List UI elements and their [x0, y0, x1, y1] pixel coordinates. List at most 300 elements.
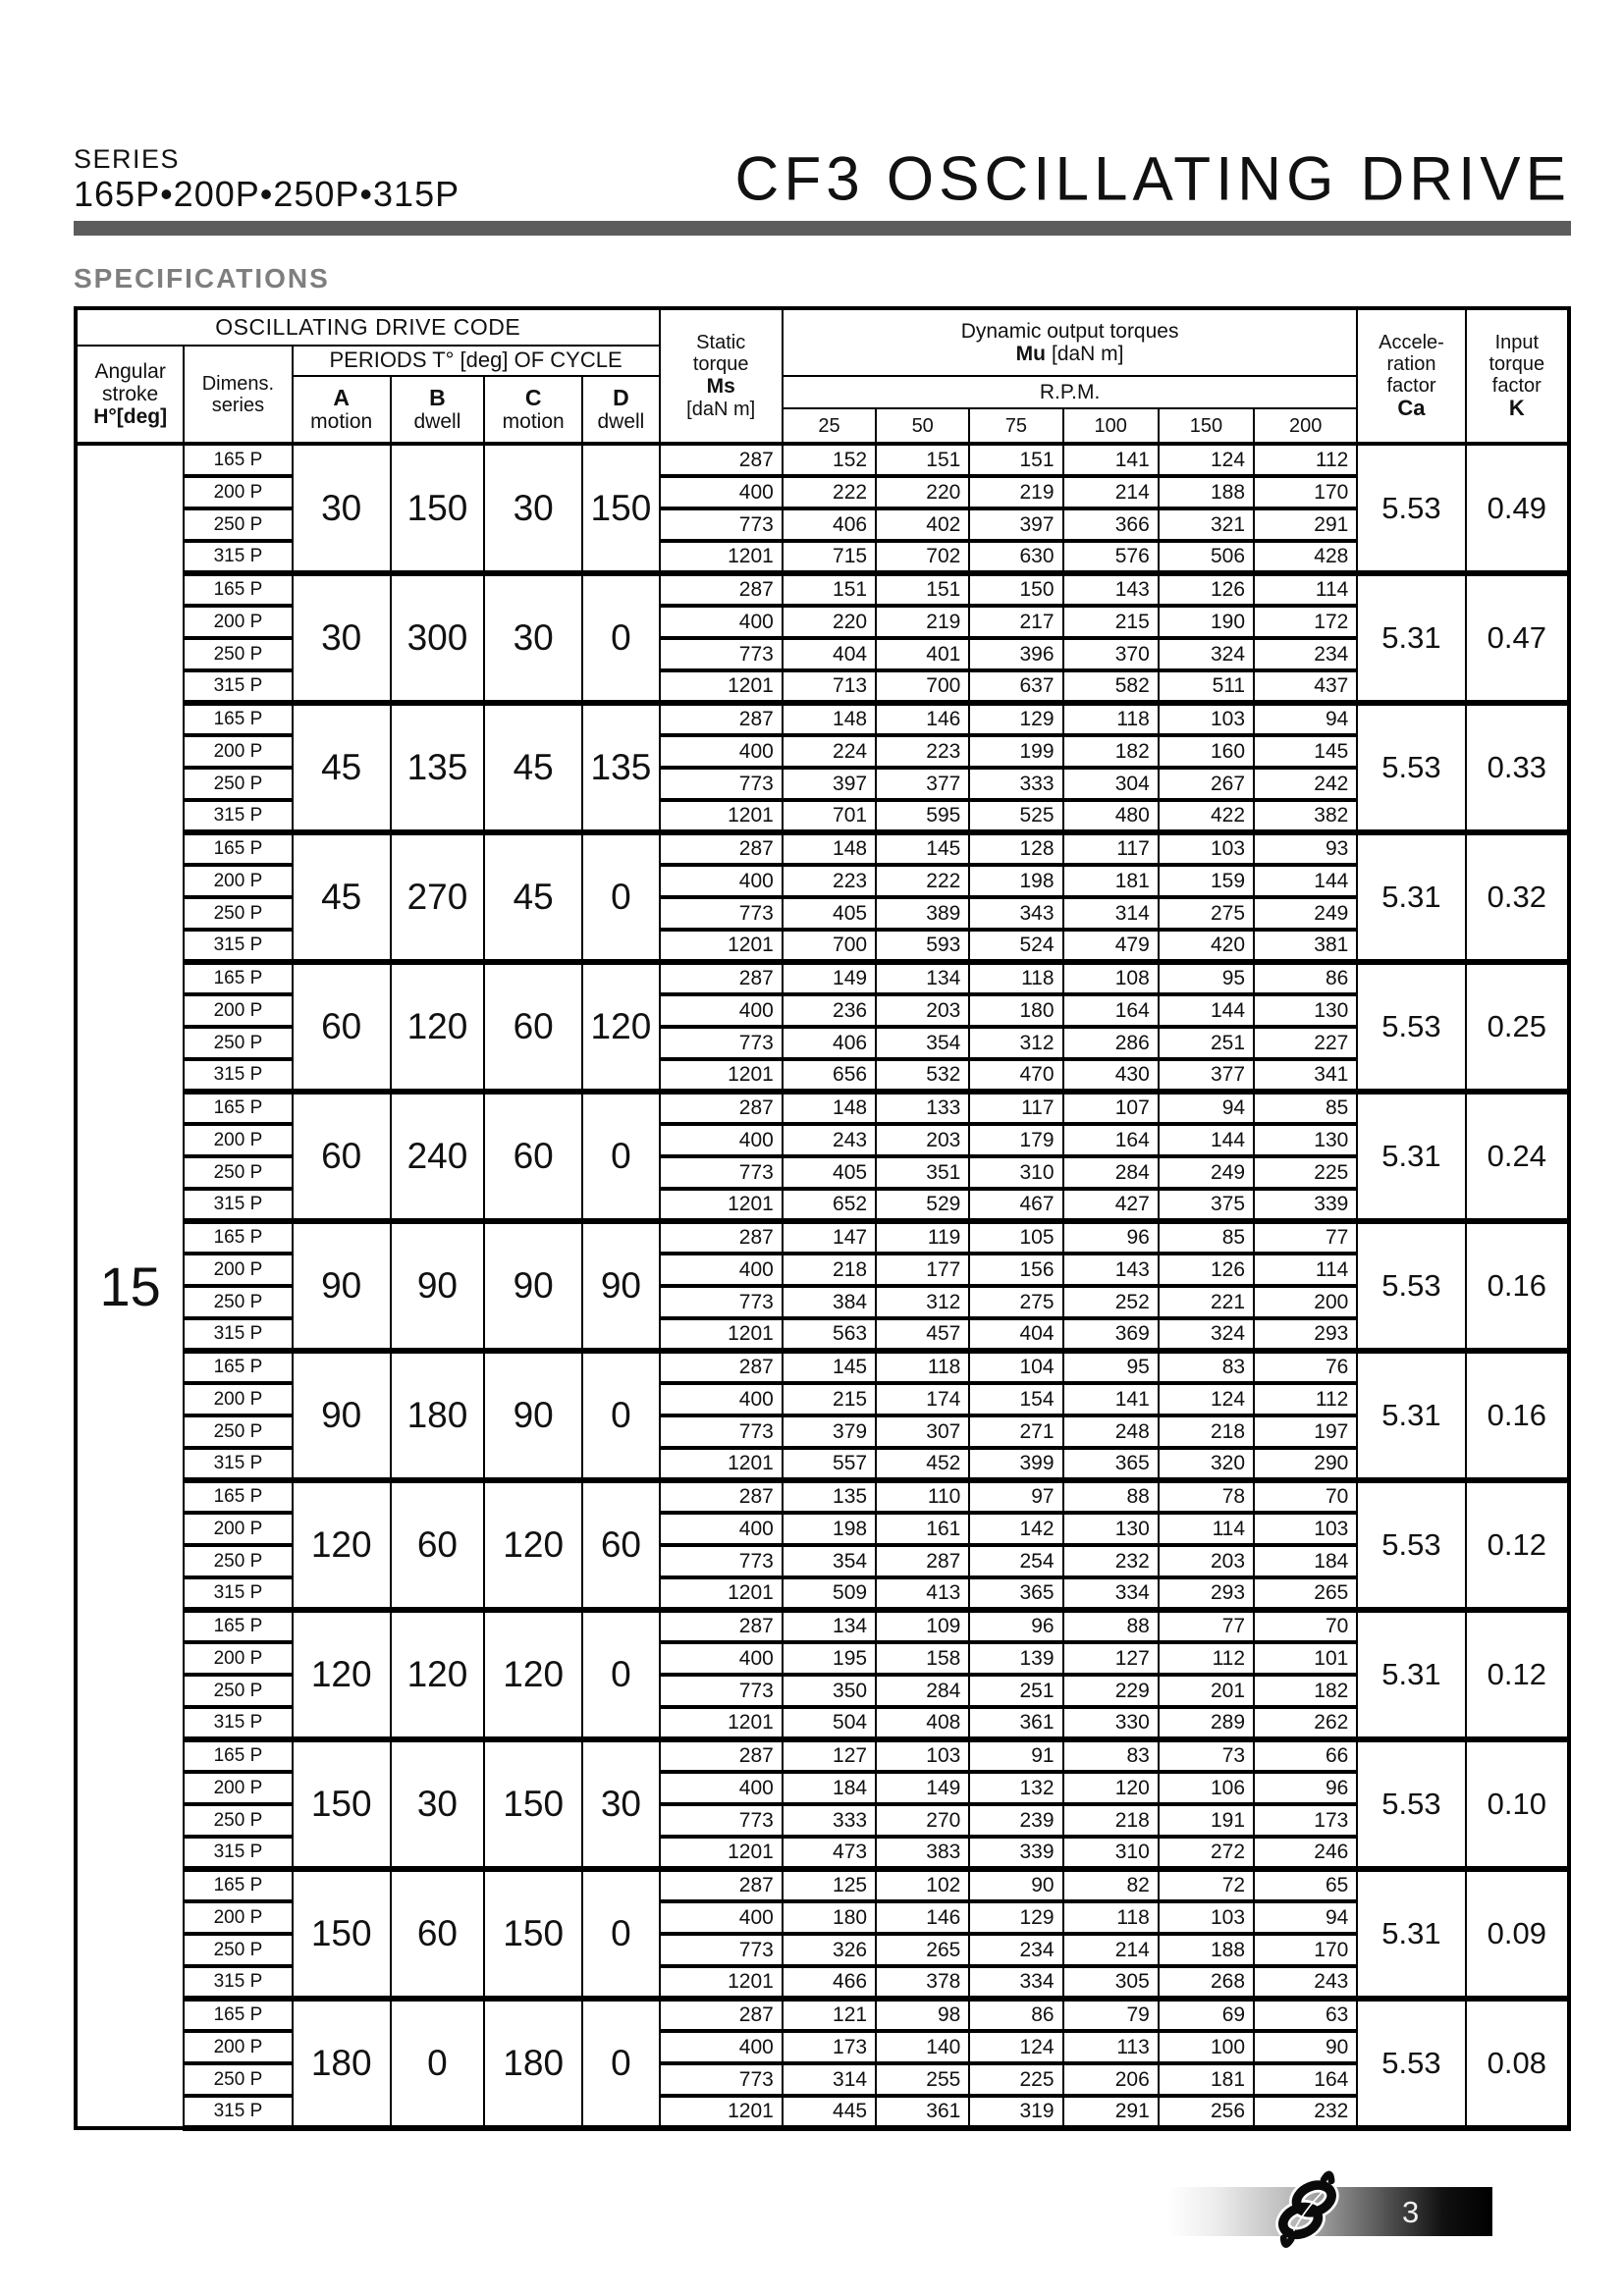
torque-value: 173: [1254, 1804, 1357, 1837]
static-torque-value: 287: [660, 1869, 783, 1901]
torque-value: 312: [969, 1027, 1062, 1059]
dynamic-torques-unit: [daN m]: [1051, 343, 1124, 365]
torque-value: 234: [969, 1934, 1062, 1966]
torque-value: 198: [969, 865, 1062, 897]
torque-value: 184: [1254, 1545, 1357, 1577]
static-torque-value: 773: [660, 1027, 783, 1059]
static-torque-value: 287: [660, 1351, 783, 1383]
torque-value: 225: [1254, 1156, 1357, 1189]
dimens-series-cell: 250 P: [184, 1027, 292, 1059]
torque-value: 109: [876, 1610, 969, 1642]
acceleration-factor-value: 5.53: [1357, 1480, 1465, 1610]
torque-value: 268: [1159, 1966, 1254, 1999]
period-a-value: 45: [293, 832, 391, 962]
torque-value: 164: [1254, 2063, 1357, 2096]
torque-value: 117: [1063, 832, 1159, 865]
input-torque-factor-value: 0.47: [1466, 573, 1569, 703]
torque-value: 113: [1063, 2031, 1159, 2063]
torque-value: 133: [876, 1092, 969, 1124]
period-b-value: 60: [391, 1480, 484, 1610]
torque-value: 220: [876, 476, 969, 508]
dimens-series-cell: 315 P: [184, 1318, 292, 1351]
period-a-value: 120: [293, 1610, 391, 1739]
torque-value: 97: [969, 1480, 1062, 1513]
torque-value: 158: [876, 1642, 969, 1675]
dimens-series-cell: 250 P: [184, 1415, 292, 1448]
input-torque-factor-value: 0.16: [1466, 1351, 1569, 1480]
torque-value: 405: [783, 897, 876, 930]
acceleration-factor-line: factor: [1386, 374, 1436, 397]
torque-value: 215: [1063, 606, 1159, 638]
torque-value: 249: [1159, 1156, 1254, 1189]
torque-value: 145: [876, 832, 969, 865]
torque-value: 223: [876, 735, 969, 768]
torque-value: 151: [876, 573, 969, 606]
torque-value: 291: [1254, 508, 1357, 541]
torque-value: 145: [1254, 735, 1357, 768]
periods-header: PERIODS T° [deg] OF CYCLE: [293, 346, 660, 376]
torque-value: 369: [1063, 1318, 1159, 1351]
torque-value: 524: [969, 930, 1062, 962]
torque-value: 130: [1254, 1124, 1357, 1156]
torque-value: 319: [969, 2096, 1062, 2128]
torque-value: 130: [1063, 1513, 1159, 1545]
dimens-series-cell: 315 P: [184, 1189, 292, 1221]
torque-value: 330: [1063, 1707, 1159, 1739]
static-torque-value: 773: [660, 1804, 783, 1837]
footer-bar: [1168, 2187, 1492, 2236]
torque-value: 232: [1063, 1545, 1159, 1577]
torque-value: 103: [1159, 832, 1254, 865]
input-torque-factor-value: 0.10: [1466, 1739, 1569, 1869]
rpm-col-header: 25: [783, 408, 876, 444]
torque-value: 413: [876, 1577, 969, 1610]
static-torque-value: 400: [660, 476, 783, 508]
torque-value: 143: [1063, 1254, 1159, 1286]
torque-value: 218: [783, 1254, 876, 1286]
dimens-series-cell: 315 P: [184, 1966, 292, 1999]
torque-value: 341: [1254, 1059, 1357, 1092]
torque-value: 112: [1159, 1642, 1254, 1675]
period-letter: A: [333, 384, 350, 410]
input-torque-factor-header: [1466, 308, 1569, 444]
static-torque-value: 1201: [660, 930, 783, 962]
torque-value: 151: [969, 444, 1062, 476]
rpm-col-header: 50: [876, 408, 969, 444]
static-torque-value: 773: [660, 2063, 783, 2096]
torque-value: 124: [969, 2031, 1062, 2063]
acceleration-factor-line: Accele-: [1379, 331, 1444, 353]
table-header: [76, 308, 1569, 444]
torque-value: 197: [1254, 1415, 1357, 1448]
torque-value: 82: [1063, 1869, 1159, 1901]
input-torque-symbol: K: [1508, 395, 1525, 420]
torque-value: 103: [1254, 1513, 1357, 1545]
period-a-value: 45: [293, 703, 391, 832]
static-torque-value: 400: [660, 1513, 783, 1545]
torque-value: 430: [1063, 1059, 1159, 1092]
acceleration-factor-value: 5.31: [1357, 573, 1465, 703]
torque-value: 173: [783, 2031, 876, 2063]
torque-value: 275: [1159, 897, 1254, 930]
torque-value: 78: [1159, 1480, 1254, 1513]
static-torque-value: 400: [660, 994, 783, 1027]
torque-value: 218: [1159, 1415, 1254, 1448]
torque-value: 293: [1159, 1577, 1254, 1610]
dimens-series-cell: 200 P: [184, 865, 292, 897]
torque-value: 103: [1159, 1901, 1254, 1934]
dimens-series-cell: 250 P: [184, 1934, 292, 1966]
torque-value: 83: [1159, 1351, 1254, 1383]
torque-value: 222: [783, 476, 876, 508]
period-col-d-header: [582, 376, 659, 444]
period-b-value: 240: [391, 1092, 484, 1221]
torque-value: 310: [969, 1156, 1062, 1189]
torque-value: 203: [1159, 1545, 1254, 1577]
dimens-series-cell: 315 P: [184, 2096, 292, 2128]
torque-value: 457: [876, 1318, 969, 1351]
torque-value: 339: [1254, 1189, 1357, 1221]
dynamic-torques-symbol: Mu: [1015, 343, 1046, 365]
torque-value: 504: [783, 1707, 876, 1739]
static-torque-unit: [daN m]: [686, 398, 756, 420]
torque-value: 149: [783, 962, 876, 994]
period-c-value: 60: [484, 962, 582, 1092]
torque-value: 255: [876, 2063, 969, 2096]
torque-value: 397: [783, 768, 876, 800]
static-torque-value: 773: [660, 768, 783, 800]
table-row: [76, 1351, 1569, 1383]
torque-value: 112: [1254, 444, 1357, 476]
torque-value: 354: [783, 1545, 876, 1577]
torque-value: 73: [1159, 1739, 1254, 1772]
static-torque-value: 400: [660, 2031, 783, 2063]
static-torque-value: 773: [660, 638, 783, 670]
dimens-series-cell: 165 P: [184, 1869, 292, 1901]
torque-value: 94: [1159, 1092, 1254, 1124]
torque-value: 79: [1063, 1999, 1159, 2031]
torque-value: 72: [1159, 1869, 1254, 1901]
torque-value: 408: [876, 1707, 969, 1739]
static-torque-value: 773: [660, 1675, 783, 1707]
torque-value: 98: [876, 1999, 969, 2031]
torque-value: 557: [783, 1448, 876, 1480]
period-b-value: 60: [391, 1869, 484, 1999]
period-c-value: 90: [484, 1351, 582, 1480]
specifications-table: [74, 306, 1571, 2131]
torque-value: 304: [1063, 768, 1159, 800]
torque-value: 427: [1063, 1189, 1159, 1221]
dynamic-torques-line: Dynamic output torques: [960, 319, 1179, 343]
dimens-series-cell: 165 P: [184, 832, 292, 865]
dimens-series-line: series: [211, 394, 265, 416]
static-torque-value: 400: [660, 1772, 783, 1804]
period-letter: B: [429, 384, 446, 410]
acceleration-factor-value: 5.53: [1357, 1221, 1465, 1351]
dimens-series-cell: 200 P: [184, 1254, 292, 1286]
torque-value: 156: [969, 1254, 1062, 1286]
period-a-value: 120: [293, 1480, 391, 1610]
torque-value: 117: [969, 1092, 1062, 1124]
torque-value: 312: [876, 1286, 969, 1318]
torque-value: 320: [1159, 1448, 1254, 1480]
torque-value: 180: [969, 994, 1062, 1027]
static-torque-line: torque: [692, 353, 749, 376]
acceleration-factor-value: 5.31: [1357, 1610, 1465, 1739]
dimens-series-cell: 200 P: [184, 1901, 292, 1934]
torque-value: 595: [876, 800, 969, 832]
dimens-series-cell: 200 P: [184, 1772, 292, 1804]
period-c-value: 30: [484, 573, 582, 703]
page-header: [74, 145, 1571, 216]
static-torque-value: 287: [660, 1480, 783, 1513]
table-row: [76, 1480, 1569, 1513]
torque-value: 118: [1063, 1901, 1159, 1934]
dimens-series-cell: 165 P: [184, 1999, 292, 2031]
angular-stroke-line: stroke: [102, 382, 159, 405]
torque-value: 404: [969, 1318, 1062, 1351]
static-torque-value: 1201: [660, 1577, 783, 1610]
torque-value: 217: [969, 606, 1062, 638]
static-torque-value: 1201: [660, 1059, 783, 1092]
table-row: [76, 1221, 1569, 1254]
torque-value: 66: [1254, 1739, 1357, 1772]
torque-value: 164: [1063, 1124, 1159, 1156]
static-torque-value: 287: [660, 1610, 783, 1642]
period-d-value: 0: [582, 832, 659, 962]
torque-value: 118: [876, 1351, 969, 1383]
torque-value: 293: [1254, 1318, 1357, 1351]
static-torque-value: 400: [660, 735, 783, 768]
input-torque-factor-value: 0.24: [1466, 1092, 1569, 1221]
torque-value: 110: [876, 1480, 969, 1513]
torque-value: 219: [969, 476, 1062, 508]
torque-value: 229: [1063, 1675, 1159, 1707]
dimens-series-cell: 250 P: [184, 508, 292, 541]
dimens-series-cell: 200 P: [184, 1642, 292, 1675]
dimens-series-cell: 250 P: [184, 638, 292, 670]
torque-value: 506: [1159, 541, 1254, 573]
static-torque-value: 287: [660, 832, 783, 865]
torque-value: 334: [1063, 1577, 1159, 1610]
static-torque-value: 400: [660, 1901, 783, 1934]
torque-value: 198: [783, 1513, 876, 1545]
header-row-1: [76, 308, 1569, 346]
period-c-value: 150: [484, 1869, 582, 1999]
dimens-series-cell: 315 P: [184, 1837, 292, 1869]
torque-value: 134: [783, 1610, 876, 1642]
torque-value: 148: [783, 832, 876, 865]
torque-value: 243: [783, 1124, 876, 1156]
acceleration-factor-value: 5.31: [1357, 1351, 1465, 1480]
dimens-series-cell: 250 P: [184, 2063, 292, 2096]
torque-value: 144: [1159, 1124, 1254, 1156]
period-col-a-header: [293, 376, 391, 444]
period-b-value: 120: [391, 1610, 484, 1739]
static-torque-value: 1201: [660, 1707, 783, 1739]
torque-value: 314: [1063, 897, 1159, 930]
torque-value: 221: [1159, 1286, 1254, 1318]
torque-value: 630: [969, 541, 1062, 573]
dynamic-torques-header: [783, 308, 1357, 376]
period-c-value: 180: [484, 1999, 582, 2128]
torque-value: 141: [1063, 444, 1159, 476]
dimens-series-cell: 200 P: [184, 2031, 292, 2063]
torque-value: 88: [1063, 1480, 1159, 1513]
period-d-value: 150: [582, 444, 659, 573]
torque-value: 370: [1063, 638, 1159, 670]
torque-value: 422: [1159, 800, 1254, 832]
torque-value: 215: [783, 1383, 876, 1415]
static-torque-symbol: Ms: [706, 375, 735, 399]
torque-value: 248: [1063, 1415, 1159, 1448]
table-row: [76, 703, 1569, 735]
period-sub: dwell: [597, 410, 645, 434]
torque-value: 140: [876, 2031, 969, 2063]
acceleration-factor-value: 5.31: [1357, 1869, 1465, 1999]
torque-value: 377: [876, 768, 969, 800]
torque-value: 200: [1254, 1286, 1357, 1318]
torque-value: 470: [969, 1059, 1062, 1092]
torque-value: 479: [1063, 930, 1159, 962]
period-a-value: 30: [293, 573, 391, 703]
dimens-series-cell: 165 P: [184, 444, 292, 476]
torque-value: 108: [1063, 962, 1159, 994]
input-torque-line: torque: [1488, 352, 1545, 375]
torque-value: 129: [969, 1901, 1062, 1934]
torque-value: 214: [1063, 476, 1159, 508]
torque-value: 321: [1159, 508, 1254, 541]
torque-value: 339: [969, 1837, 1062, 1869]
torque-value: 130: [1254, 994, 1357, 1027]
period-d-value: 120: [582, 962, 659, 1092]
torque-value: 103: [1159, 703, 1254, 735]
torque-value: 70: [1254, 1610, 1357, 1642]
period-c-value: 120: [484, 1610, 582, 1739]
period-d-value: 135: [582, 703, 659, 832]
torque-value: 182: [1254, 1675, 1357, 1707]
dimens-series-cell: 250 P: [184, 1156, 292, 1189]
static-torque-value: 1201: [660, 1448, 783, 1480]
torque-value: 118: [1063, 703, 1159, 735]
torque-value: 384: [783, 1286, 876, 1318]
torque-value: 243: [1254, 1966, 1357, 1999]
input-torque-factor-value: 0.12: [1466, 1480, 1569, 1610]
torque-value: 365: [1063, 1448, 1159, 1480]
torque-value: 473: [783, 1837, 876, 1869]
torque-value: 170: [1254, 1934, 1357, 1966]
static-torque-value: 1201: [660, 1837, 783, 1869]
torque-value: 180: [783, 1901, 876, 1934]
torque-value: 65: [1254, 1869, 1357, 1901]
dimens-series-cell: 200 P: [184, 1383, 292, 1415]
torque-value: 700: [783, 930, 876, 962]
angular-stroke-header: [76, 346, 184, 444]
knot-logo-icon: [1267, 2169, 1347, 2250]
torque-value: 267: [1159, 768, 1254, 800]
torque-value: 509: [783, 1577, 876, 1610]
torque-value: 151: [783, 573, 876, 606]
torque-value: 90: [969, 1869, 1062, 1901]
torque-value: 366: [1063, 508, 1159, 541]
torque-value: 126: [1159, 1254, 1254, 1286]
torque-value: 397: [969, 508, 1062, 541]
torque-value: 375: [1159, 1189, 1254, 1221]
torque-value: 656: [783, 1059, 876, 1092]
torque-value: 405: [783, 1156, 876, 1189]
table-row: [76, 1092, 1569, 1124]
static-torque-value: 773: [660, 1156, 783, 1189]
torque-value: 118: [969, 962, 1062, 994]
torque-value: 354: [876, 1027, 969, 1059]
dimens-series-line: Dimens.: [201, 372, 275, 395]
period-col-b-header: [391, 376, 484, 444]
torque-value: 576: [1063, 541, 1159, 573]
torque-value: 333: [783, 1804, 876, 1837]
static-torque-value: 400: [660, 865, 783, 897]
torque-value: 218: [1063, 1804, 1159, 1837]
static-torque-value: 287: [660, 703, 783, 735]
rpm-col-header: 200: [1254, 408, 1357, 444]
torque-value: 132: [969, 1772, 1062, 1804]
dimens-series-cell: 165 P: [184, 1221, 292, 1254]
angular-stroke-line: Angular: [94, 359, 166, 383]
static-torque-value: 287: [660, 962, 783, 994]
dimens-series-cell: 165 P: [184, 1351, 292, 1383]
torque-value: 85: [1254, 1092, 1357, 1124]
torque-value: 151: [876, 444, 969, 476]
period-c-value: 90: [484, 1221, 582, 1351]
torque-value: 154: [969, 1383, 1062, 1415]
angular-stroke-symbol: H°[deg]: [93, 405, 168, 429]
static-torque-value: 1201: [660, 800, 783, 832]
torque-value: 93: [1254, 832, 1357, 865]
period-b-value: 0: [391, 1999, 484, 2128]
torque-value: 399: [969, 1448, 1062, 1480]
torque-value: 511: [1159, 670, 1254, 703]
torque-value: 114: [1159, 1513, 1254, 1545]
static-torque-header: [660, 308, 783, 444]
period-d-value: 0: [582, 1869, 659, 1999]
torque-value: 582: [1063, 670, 1159, 703]
period-b-value: 90: [391, 1221, 484, 1351]
static-torque-value: 1201: [660, 541, 783, 573]
torque-value: 334: [969, 1966, 1062, 1999]
dimens-series-cell: 200 P: [184, 476, 292, 508]
torque-value: 86: [969, 1999, 1062, 2031]
torque-value: 150: [969, 573, 1062, 606]
acceleration-factor-line: ration: [1386, 352, 1436, 375]
torque-value: 114: [1254, 573, 1357, 606]
static-torque-line: Static: [696, 332, 746, 354]
static-torque-value: 773: [660, 1415, 783, 1448]
drive-code-header: OSCILLATING DRIVE CODE: [76, 308, 660, 346]
dimens-series-cell: 200 P: [184, 994, 292, 1027]
static-torque-value: 773: [660, 1545, 783, 1577]
torque-value: 104: [969, 1351, 1062, 1383]
torque-value: 437: [1254, 670, 1357, 703]
torque-value: 222: [876, 865, 969, 897]
torque-value: 563: [783, 1318, 876, 1351]
torque-value: 713: [783, 670, 876, 703]
period-d-value: 90: [582, 1221, 659, 1351]
static-torque-value: 773: [660, 1286, 783, 1318]
torque-value: 333: [969, 768, 1062, 800]
static-torque-value: 287: [660, 1999, 783, 2031]
rpm-col-header: 75: [969, 408, 1062, 444]
torque-value: 177: [876, 1254, 969, 1286]
torque-value: 85: [1159, 1221, 1254, 1254]
